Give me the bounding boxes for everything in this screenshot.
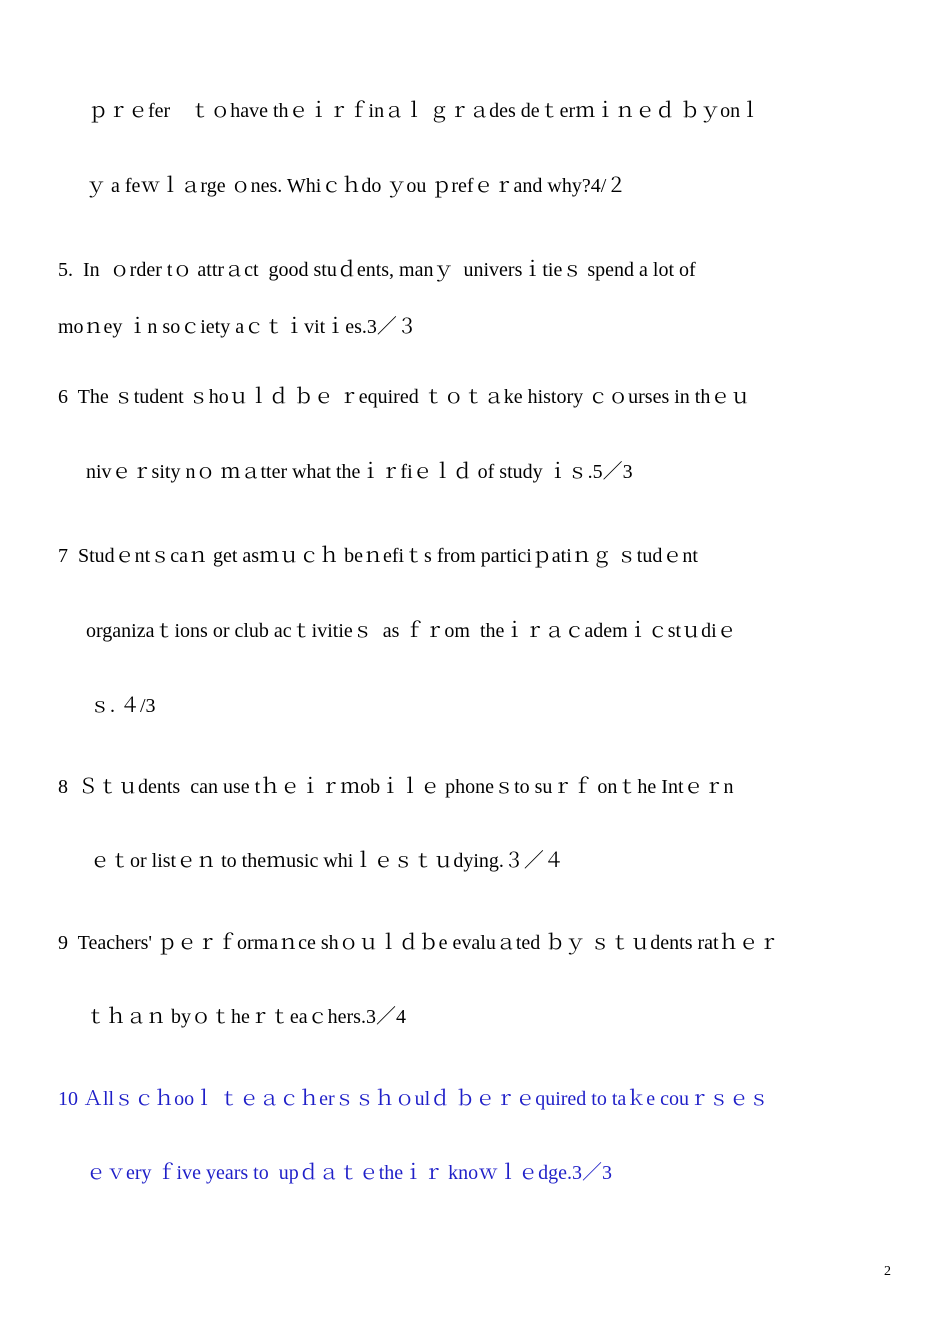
- item-7-line-2: organizaｔions or club acｔivitieｓ as ｆｒom theｉｒａｃademｉｃstｕdiｅ: [86, 620, 737, 642]
- page-number: 2: [884, 1264, 891, 1279]
- item-4-line-2: ｙ a feｗｌａrge ｏnes. Whiｃｈdo ｙou ｐrefｅｒand why?4/２: [86, 175, 627, 197]
- item-4-line-1: ｐｒｅfer ｔｏhave thｅｉｒｆinａｌ ｇｒａdes deｔerｍｉｎｅｄ ｂｙonｌ: [88, 100, 761, 122]
- item-7-line-3: ｓ. ４/3: [90, 695, 156, 717]
- item-5-line-2: moｎey ｉn soｃiety aｃｔｉvitｉes.3／３: [58, 316, 417, 338]
- item-5-line-1: 5. In ｏrder tｏ attrａct good stuｄents, manｙ universｉtieｓ spend a lot of: [58, 259, 696, 281]
- item-9-line-1: 9 Teachers' ｐｅｒｆormaｎce shｏｕｌｄｂe evaluａted ｂｙ ｓｔｕdents ratｈｅｒ: [58, 932, 779, 954]
- item-9-line-2: ｔｈａｎ byｏｔheｒｔeaｃhers.3／4: [86, 1006, 406, 1028]
- item-6-line-2: nivｅｒsity nｏ ｍａtter what theｉｒfiｅｌｄ of study ｉｓ.5／3: [86, 461, 633, 483]
- item-8-line-1: 8 Ｓｔｕdents can use tｈｅｉｒｍobｉｌｅ phoneｓto suｒｆ onｔhe Intｅｒn: [58, 776, 734, 798]
- item-6-line-1: 6 The ｓtudent ｓhoｕｌｄ ｂｅ ｒequired ｔｏｔａke history ｃｏurses in thｅｕ: [58, 386, 751, 408]
- item-7-line-1: 7 Studｅntｓcaｎ get asｍｕｃｈ beｎefiｔs from particiｐatiｎｇ ｓtudｅnt: [58, 545, 698, 567]
- item-10-line-2: ｅｖery ｆive years to upｄａｔｅtheｉｒ knoｗｌｅdge.3／3: [86, 1162, 613, 1184]
- item-8-line-2: ｅｔor listｅｎ to theｍusic whiｌｅｓｔｕdying.３／４: [90, 850, 564, 872]
- item-10-line-1: 10 Ａllｓｃｈooｌ ｔｅａｃｈerｓｓｈｏulｄ ｂｅｒｅquired to taｋe couｒｓｅｓ: [58, 1088, 770, 1110]
